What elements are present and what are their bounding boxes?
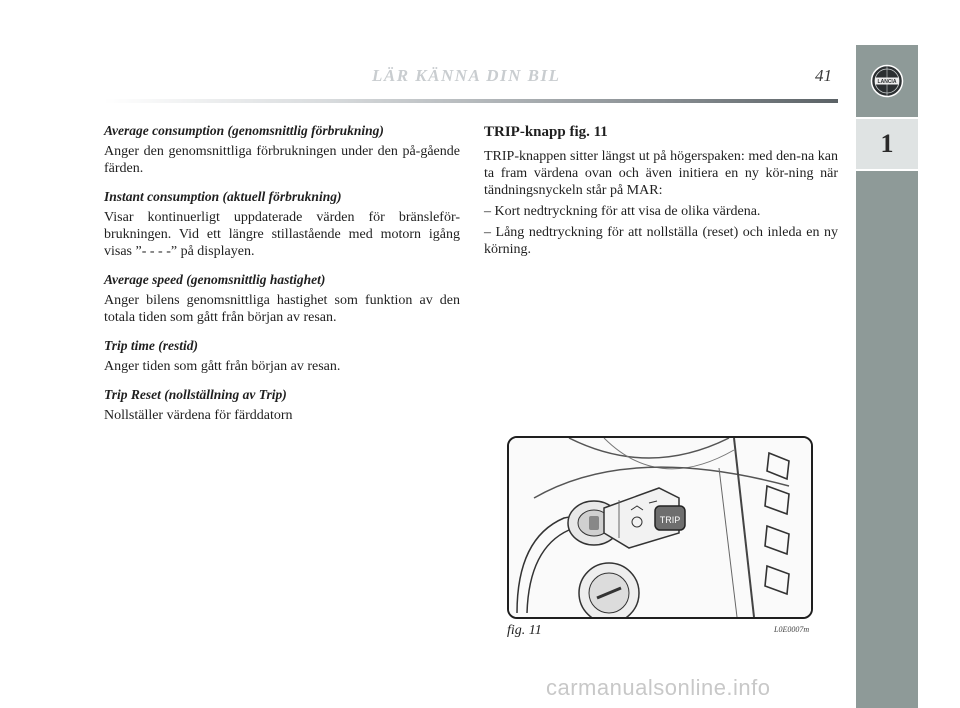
page-number: 41 [815,66,832,85]
list-item: – Lång nedtryckning för att nollställa (reset) och inleda en ny körning. [484,225,838,257]
header-rule [104,99,838,103]
left-column [104,122,460,435]
light-switch-knob-icon [579,563,639,617]
chapter-number: 1 [856,119,918,169]
figure-caption: fig. 11 [507,623,542,638]
section-text: Anger tiden som gått från början av resan. [104,359,341,374]
tab-divider [856,169,918,171]
header-title: LÄR KÄNNA DIN BIL [372,66,561,85]
trip-button-label: TRIP [659,515,681,525]
section-heading: Average consumption (genomsnittlig förbrukning) [104,123,384,138]
trip-intro-text: TRIP-knappen sitter längst ut på högerspaken: med den-na kan ta fram värdena ovan och även initiera en ny kör-ning när tändningsnyckeln står på MAR: [484,149,838,198]
lancia-shield-icon [870,64,904,98]
trip-button-heading: TRIP-knapp fig. 11 [484,124,608,140]
section-heading: Trip Reset (nollställning av Trip) [104,387,287,402]
section-heading: Average speed (genomsnittlig hastighet) [104,272,326,287]
section-text: Nollställer värdena för färddatorn [104,408,293,423]
right-column [484,122,838,262]
section-text: Anger bilens genomsnittliga hastighet som funktion av den totala tiden som gått från början av resan. [104,293,460,325]
figure-trip-stalk [507,436,813,619]
list-item: – Kort nedtryckning för att visa de olika värdena. [484,204,761,219]
chapter-side-tab [856,45,918,708]
section-heading: Trip time (restid) [104,338,198,353]
section-heading: Instant consumption (aktuell förbrukning) [104,189,342,204]
section-text: Visar kontinuerligt uppdaterade värden för bränsleför-brukningen. Vid ett längre stillastående med motorn igång visas ”- - - -” på displayen. [104,210,460,259]
trip-button [655,506,685,530]
section-text: Anger den genomsnittliga förbrukningen under den på-gående färden. [104,144,460,176]
watermark: carmanualsonline.info [546,675,771,700]
figure-code: L0E0007m [774,625,810,634]
lancia-logo [856,45,918,117]
trip-stalk-illustration [509,438,811,617]
lancia-logo-text: LANCIA [877,79,897,85]
